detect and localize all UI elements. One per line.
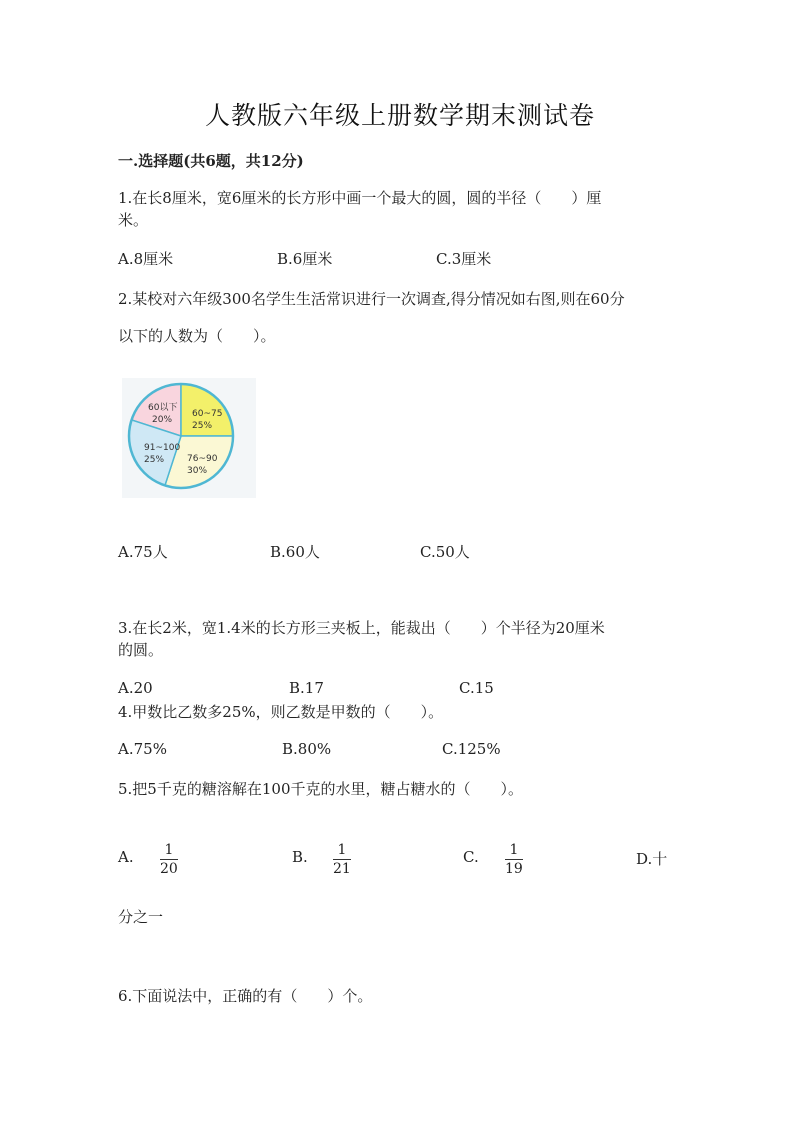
q3-option-b: B.17 bbox=[289, 679, 324, 697]
pie-percent-91-100: 25% bbox=[144, 455, 165, 465]
page-title: 人教版六年级上册数学期末测试卷 bbox=[204, 101, 595, 130]
pie-label-91-100: 91~100 bbox=[144, 443, 181, 453]
question-5-line1: 5.把5千克的糖溶解在100千克的水里，糖占糖水的（ ）。 bbox=[118, 780, 523, 798]
q2-option-b: B.60人 bbox=[270, 543, 320, 561]
q5-option-c-label: C. bbox=[463, 848, 479, 866]
pie-percent-below-60: 20% bbox=[152, 415, 173, 425]
question-6-line1: 6.下面说法中，正确的有（ ）个。 bbox=[118, 987, 373, 1005]
q5-option-c-fraction bbox=[505, 842, 523, 877]
q1-option-a: A.8厘米 bbox=[118, 250, 174, 268]
q5-option-a-fraction bbox=[160, 842, 178, 877]
section-heading: 一.选择题(共6题，共12分) bbox=[118, 152, 304, 170]
q1-option-c: C.3厘米 bbox=[436, 250, 492, 268]
question-4-line1: 4.甲数比乙数多25%，则乙数是甲数的（ ）。 bbox=[118, 703, 444, 721]
fraction-numerator: 1 bbox=[509, 842, 519, 858]
fraction-bar bbox=[160, 859, 178, 860]
question-3-line2: 的圆。 bbox=[118, 641, 164, 659]
pie-percent-76-90: 30% bbox=[187, 466, 208, 476]
pie-label-76-90: 76~90 bbox=[187, 454, 218, 464]
q2-option-c: C.50人 bbox=[420, 543, 470, 561]
pie-chart bbox=[122, 378, 256, 498]
question-3 bbox=[118, 617, 605, 661]
fraction-denominator: 19 bbox=[505, 861, 523, 877]
question-2-line1: 2.某校对六年级300名学生生活常识进行一次调查,得分情况如右图,则在60分 bbox=[118, 290, 625, 308]
q5-option-b-label: B. bbox=[292, 848, 308, 866]
q3-option-a: A.20 bbox=[118, 679, 153, 697]
pie-label-below-60: 60以下 bbox=[148, 403, 178, 413]
pie-label-60-75: 60~75 bbox=[192, 409, 223, 419]
q4-option-b: B.80% bbox=[282, 740, 332, 758]
q3-option-c: C.15 bbox=[459, 679, 494, 697]
question-1-line1: 1.在长8厘米，宽6厘米的长方形中画一个最大的圆，圆的半径（ ）厘 bbox=[118, 189, 602, 207]
q5-option-b-fraction bbox=[333, 842, 351, 877]
q2-option-a: A.75人 bbox=[118, 543, 168, 561]
fraction-denominator: 21 bbox=[333, 861, 351, 877]
question-2-line2: 以下的人数为（ ）。 bbox=[118, 327, 276, 345]
pie-percent-60-75: 25% bbox=[192, 421, 213, 431]
q1-option-b: B.6厘米 bbox=[277, 250, 333, 268]
question-1-line2: 米。 bbox=[118, 211, 149, 229]
q5-option-a-label: A. bbox=[118, 848, 134, 866]
q5-option-d-continued: 分之一 bbox=[118, 908, 164, 926]
q4-option-c: C.125% bbox=[442, 740, 501, 758]
q5-option-d: D.十 bbox=[636, 850, 668, 868]
fraction-numerator: 1 bbox=[337, 842, 347, 858]
question-1 bbox=[118, 187, 601, 231]
question-3-line1: 3.在长2米，宽1.4米的长方形三夹板上，能裁出（ ）个半径为20厘米 bbox=[118, 619, 605, 637]
fraction-denominator: 20 bbox=[160, 861, 178, 877]
fraction-numerator: 1 bbox=[164, 842, 174, 858]
fraction-bar bbox=[505, 859, 523, 860]
fraction-bar bbox=[333, 859, 351, 860]
q4-option-a: A.75% bbox=[118, 740, 167, 758]
pie-chart-frame bbox=[122, 378, 256, 498]
